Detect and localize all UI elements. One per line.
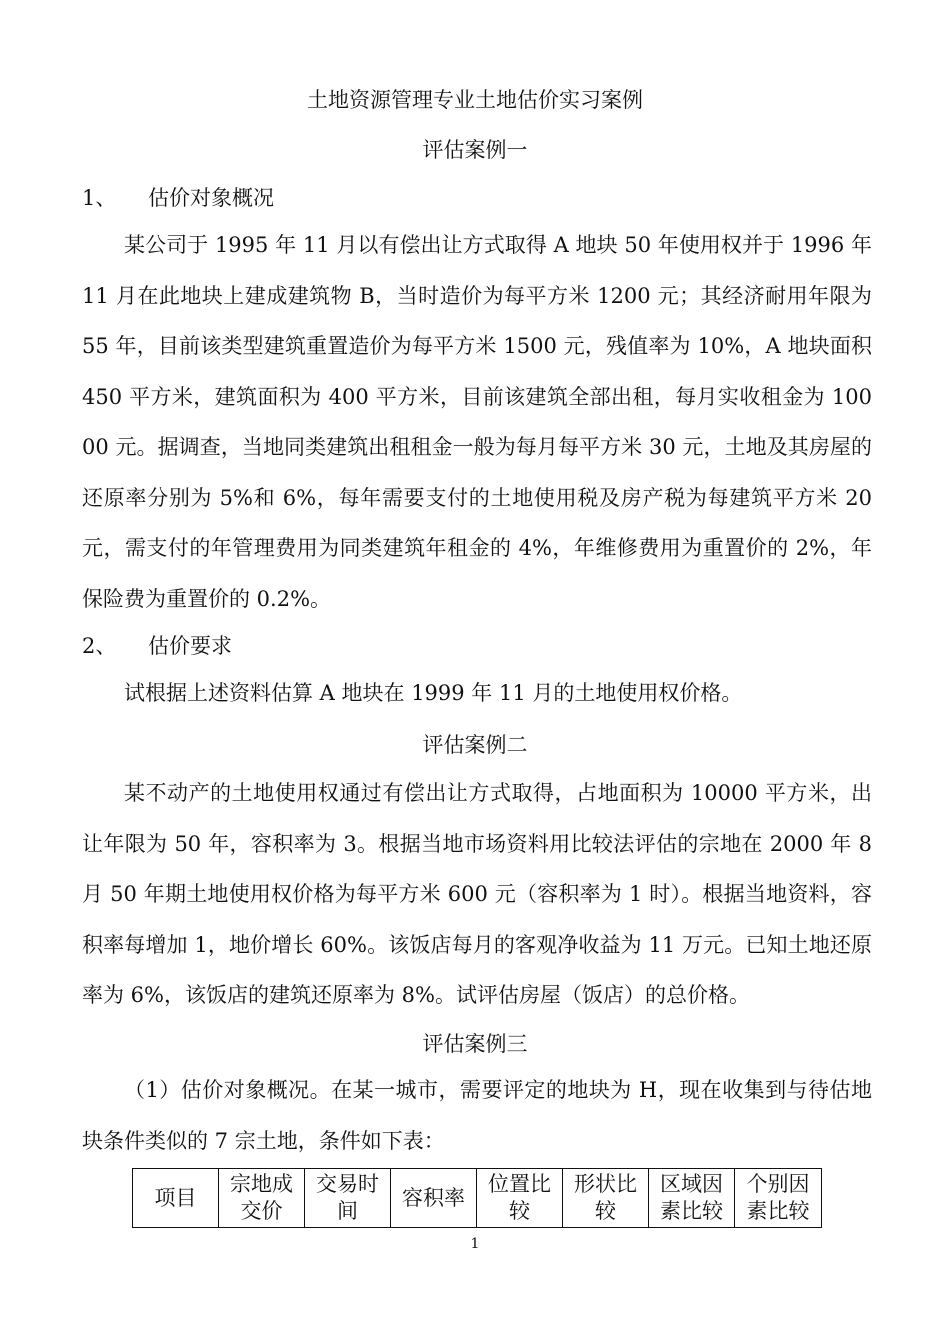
case3-paragraph: （1）估价对象概况。在某一城市，需要评定的地块为 H，现在收集到与待估地块条件类似的 7 宗土地，条件如下表： <box>82 1078 872 1153</box>
table-header-cell: 形状比较 <box>563 1169 649 1228</box>
case1-requirement: 试根据上述资料估算 A 地块在 1999 年 11 月的土地使用权价格。 <box>124 681 743 705</box>
section1-number: 1、 <box>82 186 117 210</box>
case3-heading: 评估案例三 <box>422 1032 528 1056</box>
section2-number: 2、 <box>82 634 117 658</box>
document-title: 土地资源管理专业土地估价实习案例 <box>307 88 643 112</box>
section2-title: 估价要求 <box>148 634 232 658</box>
page-number: 1 <box>470 1236 480 1252</box>
comparison-table <box>132 1168 822 1228</box>
table-header-cell: 宗地成交价 <box>219 1169 305 1228</box>
table-header-cell: 交易时间 <box>305 1169 391 1228</box>
case2-paragraph: 某不动产的土地使用权通过有偿出让方式取得，占地面积为 10000 平方米，出让年限为 50 年，容积率为 3。根据当地市场资料用比较法评估的宗地在 2000 年 8 月 50 年期土地使用权价格为每平方米 600 元（容积率为 1 时）。根据当地资料，容积率每增加 1，地价增长 60%。该饭店每月的客观净收益为 11 万元。已知土地还原率为 6%，该饭店的建筑还原率为 8%。试评估房屋（饭店）的总价格。 <box>82 781 872 1007</box>
table-header-cell: 区域因素比较 <box>649 1169 735 1228</box>
table-header-cell: 项目 <box>133 1169 219 1228</box>
section1-title: 估价对象概况 <box>148 186 274 210</box>
table-header-row <box>133 1169 822 1228</box>
case2-heading: 评估案例二 <box>422 733 528 757</box>
table-header-cell: 容积率 <box>391 1169 477 1228</box>
table-header-cell: 个别因素比较 <box>735 1169 822 1228</box>
case1-paragraph: 某公司于 1995 年 11 月以有偿出让方式取得 A 地块 50 年使用权并于 1996 年 11 月在此地块上建成建筑物 B，当时造价为每平方米 1200 元；其经济耐用年限为 55 年，目前该类型建筑重置造价为每平方米 1500 元，残值率为 10%，A 地块面积 450 平方米，建筑面积为 400 平方米，目前该建筑全部出租，每月实收租金为 10000 元。据调查，当地同类建筑出租租金一般为每月每平方米 30 元，土地及其房屋的还原率分别为 5%和 6%，每年需要支付的土地使用税及房产税为每建筑平方米 20 元，需支付的年管理费用为同类建筑年租金的 4%，年维修费用为重置价的 2%，年保险费为重置价的 0.2%。 <box>82 233 872 611</box>
table-header-cell: 位置比较 <box>477 1169 563 1228</box>
case1-heading: 评估案例一 <box>422 138 528 162</box>
